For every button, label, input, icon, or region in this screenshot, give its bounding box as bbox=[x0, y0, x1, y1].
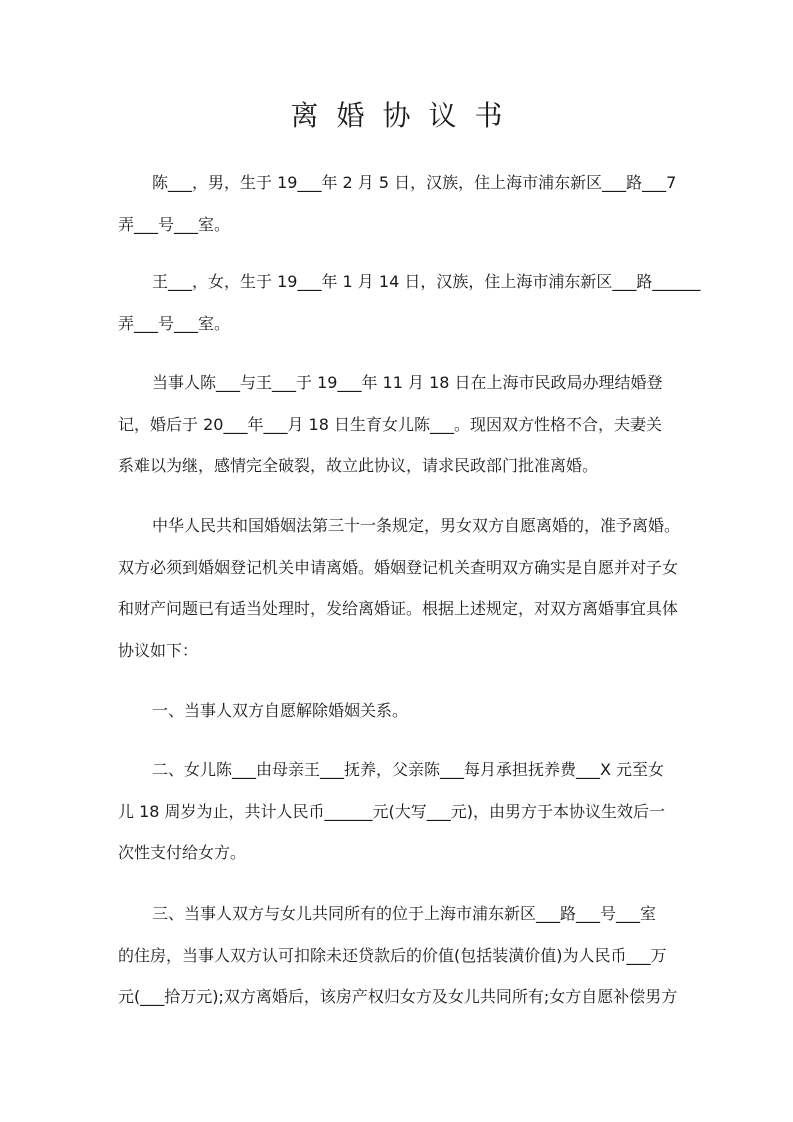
text-line: 双方必须到婚姻登记机关申请离婚。婚姻登记机关查明双方确实是自愿并对子女 bbox=[118, 557, 679, 577]
text-line: 二、女儿陈___由母亲王___抚养，父亲陈___每月承担抚养费___X 元至女 bbox=[152, 760, 665, 779]
text-line: 一、当事人双方自愿解除婚姻关系。 bbox=[152, 701, 409, 720]
text-line: 的住房，当事人双方认可扣除未还贷款后的价值(包括装潢价值)为人民币___万 bbox=[118, 945, 667, 965]
paragraph-party-male bbox=[118, 162, 676, 245]
text-line: 记，婚后于 20___年___月 18 日生育女儿陈___。现因双方性格不合，夫妻关 bbox=[118, 414, 662, 434]
clause-1 bbox=[118, 690, 676, 732]
text-line: 弄___号___室。 bbox=[118, 214, 231, 234]
text-line: 元(___拾万元);双方离婚后，该房产权归女方及女儿共同所有;女方自愿补偿男方 bbox=[118, 987, 678, 1006]
paragraph-marriage-background bbox=[118, 362, 676, 487]
text-line: 中华人民共和国婚姻法第三十一条规定，男女双方自愿离婚的，准予离婚。 bbox=[152, 516, 681, 535]
text-line: 儿 18 周岁为止，共计人民币______元(大写___元)，由男方于本协议生效后一 bbox=[118, 801, 666, 821]
paragraph-party-female bbox=[118, 261, 701, 344]
paragraph-legal-basis bbox=[118, 505, 681, 671]
clause-3 bbox=[118, 893, 676, 1018]
text-line: 次性支付给女方。 bbox=[118, 843, 247, 862]
document-title: 离婚协议书 bbox=[290, 99, 521, 132]
text-line: 王___，女，生于 19___年 1 月 14 日，汉族，住上海市浦东新区___路______ bbox=[152, 272, 701, 291]
text-line: 陈___，男，生于 19___年 2 月 5 日，汉族，住上海市浦东新区___路___7 bbox=[152, 173, 677, 192]
text-line: 和财产问题已有适当处理时，发给离婚证。根据上述规定，对双方离婚事宜具体 bbox=[118, 599, 679, 618]
text-line: 三、当事人双方与女儿共同所有的位于上海市浦东新区___路___号___室 bbox=[152, 904, 657, 923]
clause-2 bbox=[118, 749, 676, 874]
text-line: 当事人陈___与王___于 19___年 11 月 18 日在上海市民政局办理结婚登 bbox=[152, 373, 663, 392]
text-line: 协议如下： bbox=[118, 640, 199, 660]
text-line: 弄___号___室。 bbox=[118, 313, 231, 333]
text-line: 系难以为继，感情完全破裂，故立此协议，请求民政部门批准离婚。 bbox=[118, 456, 599, 475]
